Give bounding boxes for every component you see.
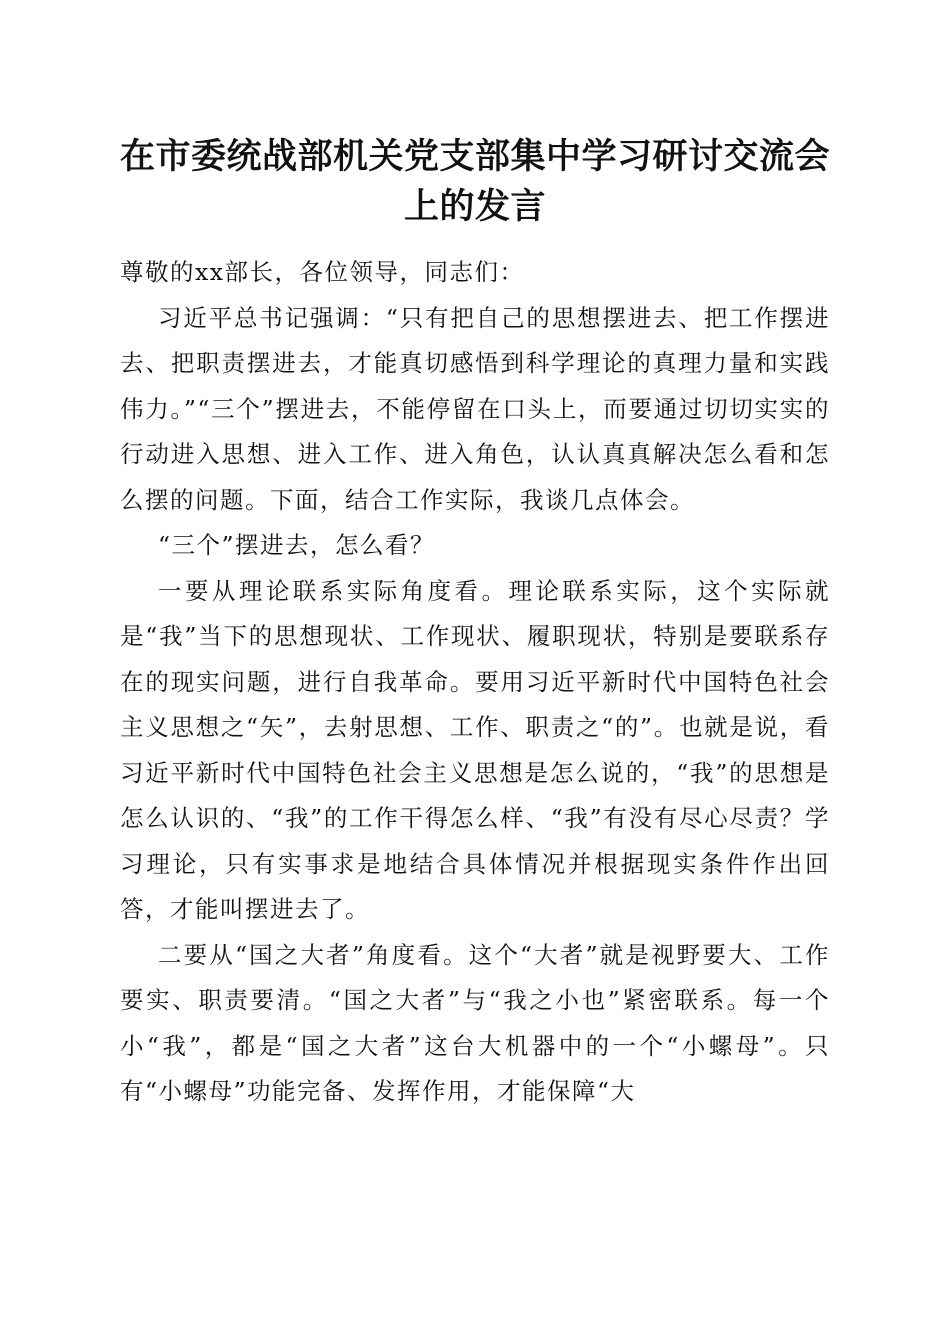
document-title: 在市委统战部机关党支部集中学习研讨交流会上的发言	[119, 137, 830, 227]
document-body	[120, 250, 830, 1115]
paragraph-point-two: 二要从“国之大者”角度看。这个“大者”就是视野要大、工作要实、职责要清。“国之大者”与“我之小也”紧密联系。每一个小“我”，都是“国之大者”这台大机器中的一个“小螺母”。只有“小螺母”功能完备、发挥作用，才能保障“大	[120, 940, 830, 1105]
paragraph-point-one: 一要从理论联系实际角度看。理论联系实际，这个实际就是“我”当下的思想现状、工作现状、履职现状，特别是要联系存在的现实问题，进行自我革命。要用习近平新时代中国特色社会主义思想之“矢”，去射思想、工作、职责之“的”。也就是说，看习近平新时代中国特色社会主义思想是怎么说的，“我”的思想是怎么认识的、“我”的工作干得怎么样、“我”有没有尽心尽责？学习理论，只有实事求是地结合具体情况并根据现实条件作出回答，才能叫摆进去了。	[120, 576, 830, 923]
section-heading: “三个”摆进去，怎么看？	[158, 531, 436, 559]
salutation: 尊敬的xx部长，各位领导，同志们：	[120, 258, 525, 286]
paragraph-intro: 习近平总书记强调：“只有把自己的思想摆进去、把工作摆进去、把职责摆进去，才能真切感悟到科学理论的真理力量和实践伟力。”“三个”摆进去，不能停留在口头上，而要通过切切实实的行动进入思想、进入工作、进入角色，认认真真解决怎么看和怎么摆的问题。下面，结合工作实际，我谈几点体会。	[120, 303, 830, 514]
